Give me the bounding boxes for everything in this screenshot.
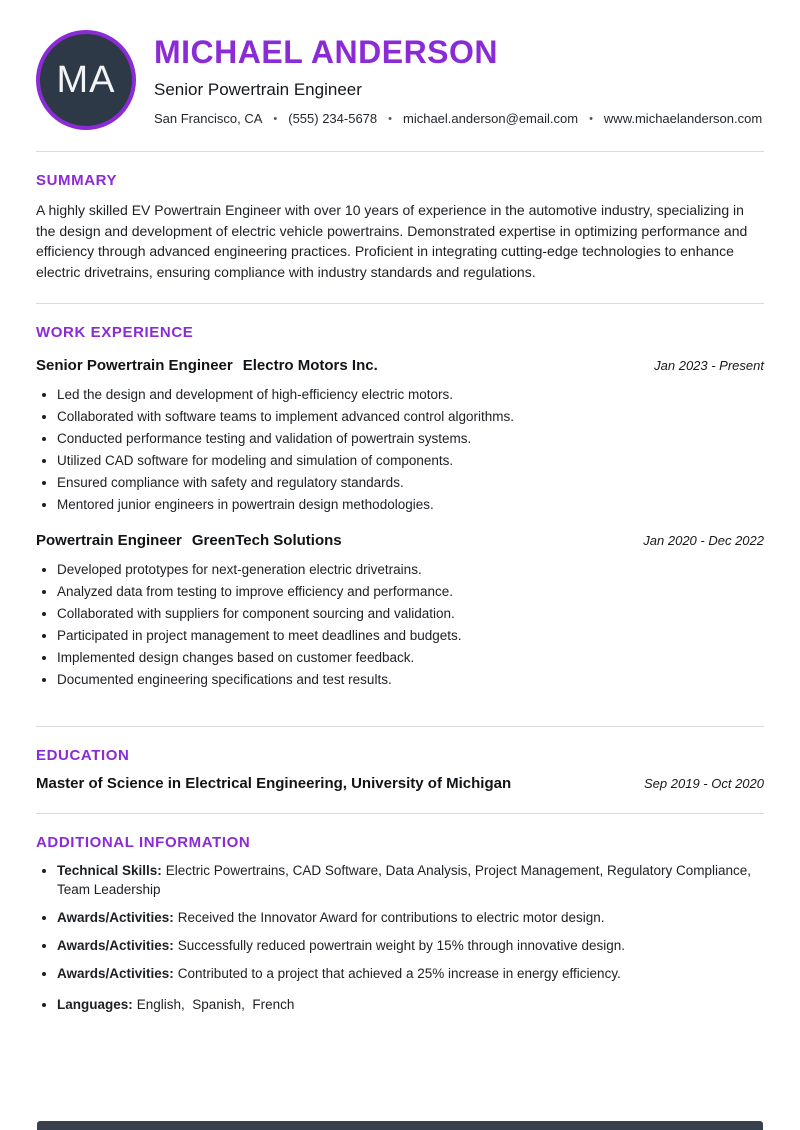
job-company: GreenTech Solutions: [191, 532, 342, 550]
additional-item-label: Awards/Activities:: [57, 910, 174, 926]
job-bullet: • Led the design and development of high-efficiency electric motors.: [57, 384, 764, 406]
additional-info-section: [36, 834, 764, 1014]
work-experience-section: [36, 324, 764, 691]
additional-item-label: Technical Skills:: [57, 863, 162, 879]
job-bullet: • Collaborated with suppliers for component sourcing and validation.: [57, 603, 764, 625]
bullet-separator: •: [388, 112, 392, 125]
job-bullet: • Participated in project management to meet deadlines and budgets.: [57, 625, 764, 647]
job-company: Electro Motors Inc.: [242, 357, 378, 375]
summary-section: [36, 172, 764, 282]
section-divider: [36, 813, 764, 814]
job-title-line: [36, 532, 342, 550]
summary-heading: SUMMARY: [36, 172, 118, 189]
job-bullet: • Developed prototypes for next-generation electric drivetrains.: [57, 559, 764, 581]
candidate-name: MICHAEL ANDERSON: [154, 34, 499, 70]
education-heading: EDUCATION: [36, 747, 130, 765]
additional-item: [57, 909, 764, 928]
job-bullet: • Ensured compliance with safety and regulatory standards.: [57, 472, 764, 494]
job-bullet-list: [36, 559, 764, 691]
contact-phone: (555) 234-5678: [288, 111, 378, 126]
job-title: Senior Powertrain Engineer: [36, 357, 233, 375]
additional-item: [57, 937, 764, 956]
work-experience-heading: WORK EXPERIENCE: [36, 324, 194, 342]
avatar: [36, 30, 136, 130]
education-entry: [36, 775, 764, 792]
job-dates: Jan 2023 - Present: [654, 358, 764, 374]
footer-bar: [37, 1121, 763, 1130]
job-bullet: • Conducted performance testing and validation of powertrain systems.: [57, 428, 764, 450]
additional-item-text: English, Spanish, French: [136, 996, 295, 1012]
bullet-separator: •: [273, 112, 278, 125]
job-bullet: • Mentored junior engineers in powertrain design methodologies.: [57, 494, 764, 516]
additional-info-heading: ADDITIONAL INFORMATION: [36, 834, 251, 852]
additional-item-text: Successfully reduced powertrain weight by 15% through innovative design.: [177, 937, 626, 953]
job-bullet: • Analyzed data from testing to improve efficiency and performance.: [57, 581, 764, 603]
contact-website: www.michaelanderson.com: [603, 111, 763, 126]
summary-text: A highly skilled EV Powertrain Engineer with over 10 years of experience in the automotive industry, specializing in the design and development of electric vehicle powertrains. Demonstrated expertise in optimizing performance and efficiency through advanced engineering practices. Proficient in integrating cutting-edge technologies to enhance electric drivetrains, ensuring compliance with industry standards and regulations.: [36, 202, 748, 280]
additional-item-text: Contributed to a project that achieved a 25% increase in energy efficiency.: [177, 965, 621, 981]
education-section: [36, 747, 764, 792]
avatar-initials: MA: [56, 58, 116, 101]
section-divider: [36, 726, 764, 727]
additional-item-label: Awards/Activities:: [57, 937, 174, 953]
contact-email: michael.anderson@email.com: [403, 111, 579, 126]
job-header: [36, 532, 764, 550]
bullet-separator: •: [589, 112, 593, 125]
additional-item: [57, 862, 764, 900]
job-bullet: • Utilized CAD software for modeling and simulation of components.: [57, 450, 764, 472]
job-title-line: [36, 357, 378, 375]
candidate-title: Senior Powertrain Engineer: [154, 80, 362, 99]
job-bullet-list: [36, 384, 764, 516]
additional-item: [57, 965, 764, 984]
job-bullet: • Implemented design changes based on customer feedback.: [57, 647, 764, 669]
additional-item-text: Electric Powertrains, CAD Software, Data Analysis, Project Management, Regulatory Compliance, Team Leadership: [57, 863, 755, 898]
header-text: [154, 34, 764, 126]
additional-item: [57, 996, 764, 1015]
contact-row: [154, 111, 764, 126]
job-dates: Jan 2020 - Dec 2022: [643, 533, 764, 549]
additional-info-list: [36, 862, 764, 1014]
job-bullet: • Collaborated with software teams to implement advanced control algorithms.: [57, 406, 764, 428]
job-header: [36, 357, 764, 375]
section-divider: [36, 151, 764, 152]
contact-location: San Francisco, CA: [154, 111, 263, 126]
additional-item-label: Languages:: [57, 996, 133, 1012]
resume-header: [36, 30, 764, 130]
job-bullet: • Documented engineering specifications and test results.: [57, 669, 764, 691]
education-degree: Master of Science in Electrical Engineering, University of Michigan: [36, 775, 512, 793]
additional-item-text: Received the Innovator Award for contributions to electric motor design.: [177, 910, 605, 926]
additional-item-label: Awards/Activities:: [57, 965, 174, 981]
job-title: Powertrain Engineer: [36, 532, 182, 550]
education-dates: Sep 2019 - Oct 2020: [644, 776, 764, 792]
section-divider: [36, 303, 764, 304]
